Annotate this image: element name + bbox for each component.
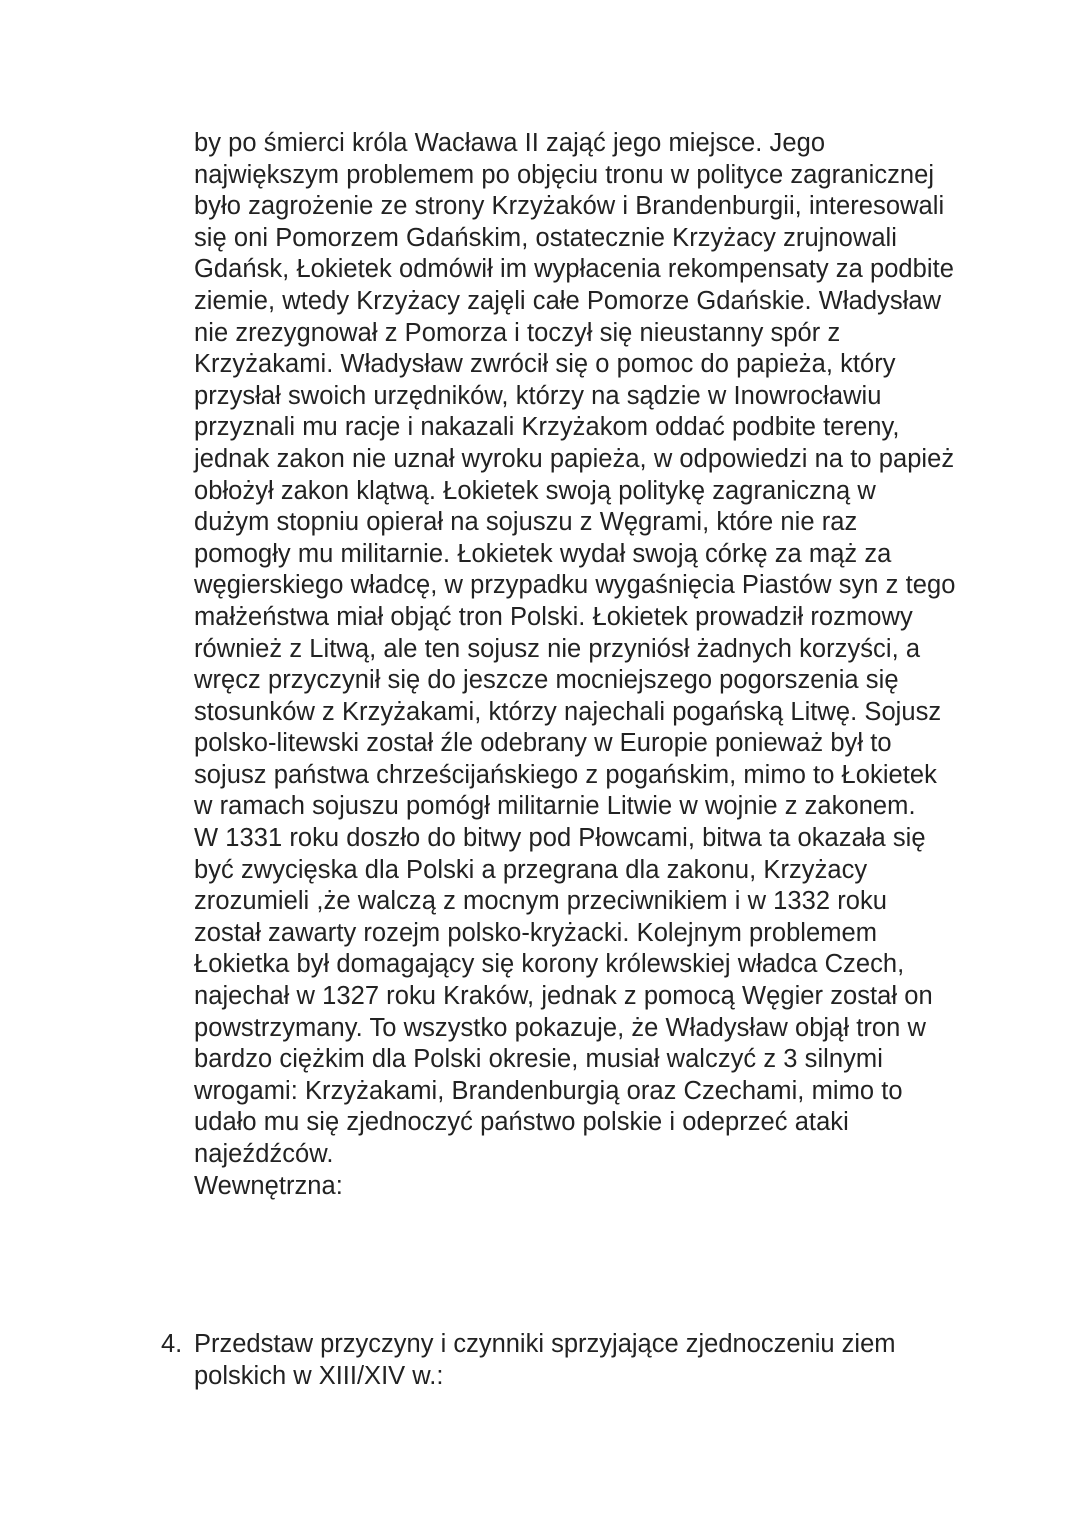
text-line: zrozumieli ,że walczą z mocnym przeciwnikiem i w 1332 roku [194, 887, 888, 916]
text-line: jednak zakon nie uznał wyroku papieża, w odpowiedzi na to papież [194, 444, 955, 473]
text-line: w ramach sojuszu pomógł militarnie Litwie w wojnie z zakonem. [194, 792, 916, 821]
text-line: Krzyżakami. Władysław zwrócił się o pomoc do papieża, który [194, 350, 896, 379]
text-line: udało mu się zjednoczyć państwo polskie i odeprzeć ataki [194, 1108, 849, 1137]
text-line: było zagrożenie ze strony Krzyżaków i Brandenburgii, interesowali [194, 192, 945, 221]
text-line: przysłał swoich urzędników, którzy na sądzie w Inowrocławiu [194, 381, 882, 410]
text-line: obłożył zakon klątwą. Łokietek swoją politykę zagraniczną w [194, 476, 876, 505]
text-line: polsko-litewski został źle odebrany w Europie ponieważ był to [194, 729, 892, 758]
text-line: najechał w 1327 roku Kraków, jednak z pomocą Węgier został on [194, 982, 933, 1011]
question-line: Przedstaw przyczyny i czynniki sprzyjające zjednoczeniu ziem [194, 1330, 896, 1358]
text-line: wrogami: Krzyżakami, Brandenburgią oraz Czechami, mimo to [194, 1076, 903, 1105]
text-line: węgierskiego władcę, w przypadku wygaśnięcia Piastów syn z tego [194, 571, 956, 600]
text-line: pomogły mu militarnie. Łokietek wydał swoją córkę za mąż za [194, 539, 892, 568]
text-line: wręcz przyczynił się do jeszcze mocniejszego pogorszenia się [194, 666, 899, 695]
text-line: przyznali mu racje i nakazali Krzyżakom oddać podbite tereny, [194, 413, 900, 442]
text-line: się oni Pomorzem Gdańskim, ostatecznie Krzyżacy zrujnowali [194, 223, 897, 252]
text-line: został zawarty rozejm polsko-kryżacki. Kolejnym problemem [194, 918, 878, 947]
text-line: powstrzymany. To wszystko pokazuje, że Władysław objął tron w [194, 1013, 926, 1042]
text-line: największym problemem po objęciu tronu w polityce zagranicznej [194, 160, 935, 189]
text-line: również z Litwą, ale ten sojusz nie przyniósł żadnych korzyści, a [194, 634, 921, 663]
question-line: polskich w XIII/XIV w.: [194, 1361, 444, 1390]
question-text [194, 1329, 896, 1392]
text-line: być zwycięska dla Polski a przegrana dla zakonu, Krzyżacy [194, 855, 868, 884]
text-line: sojusz państwa chrześcijańskiego z pogańskim, mimo to Łokietek [194, 760, 937, 789]
essay-paragraph [194, 128, 994, 1202]
text-line: małżeństwa miał objąć tron Polski. Łokietek prowadził rozmowy [194, 602, 913, 631]
text-line: bardzo ciężkim dla Polski okresie, musiał walczyć z 3 silnymi [194, 1045, 883, 1074]
text-line: by po śmierci króla Wacława II zająć jego miejsce. Jego [194, 129, 826, 157]
text-line: stosunków z Krzyżakami, którzy najechali pogańską Litwę. Sojusz [194, 697, 942, 726]
text-line: dużym stopniu opierał na sojuszu z Węgrami, które nie raz [194, 508, 858, 537]
text-line: W 1331 roku doszło do bitwy pod Płowcami, bitwa ta okazała się [194, 824, 926, 853]
text-line: Łokietka był domagający się korony królewskiej władca Czech, [194, 950, 905, 979]
text-line: najeźdźców. [194, 1140, 334, 1168]
section-label: Wewnętrzna: [194, 1171, 343, 1200]
text-line: nie zrezygnował z Pomorza i toczył się nieustanny spór z [194, 318, 841, 347]
question-number: 4. [161, 1330, 183, 1358]
text-line: Gdańsk, Łokietek odmówił im wypłacenia rekompensaty za podbite [194, 255, 954, 284]
text-line: ziemie, wtedy Krzyżacy zajęli całe Pomorze Gdańskie. Władysław [194, 286, 942, 315]
